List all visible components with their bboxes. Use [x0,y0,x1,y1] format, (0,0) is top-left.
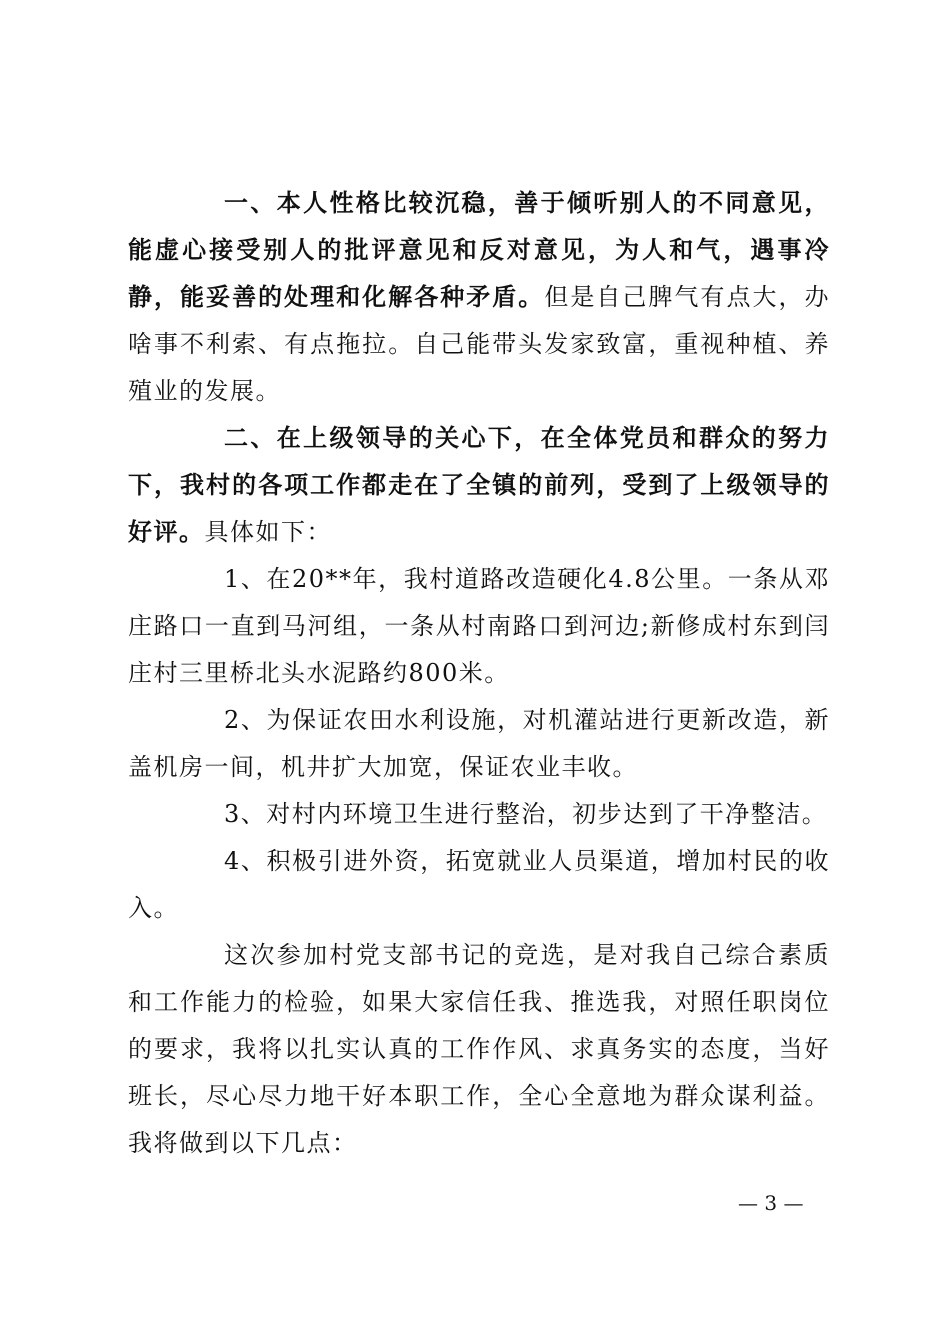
paragraph-achievements [128,415,830,556]
paragraph-achievements-bold: 二、在上级领导的关心下，在全体党员和群众的努力下，我村的各项工作都走在了全镇的前列，受到了上级领导的好评。 [128,424,830,546]
list-item: 3、对村内环境卫生进行整治，初步达到了干净整洁。 [224,800,828,828]
list-item: 2、为保证农田水利设施，对机灌站进行更新改造，新盖机房一间，机井扩大加宽，保证农业丰收。 [128,706,830,781]
paragraph-personality-bold: 一、本人性格比较沉稳，善于倾听别人的不同意见，能虚心接受别人的批评意见和反对意见，为人和气，遇事冷静，能妥善的处理和化解各种矛盾。 [128,189,830,311]
paragraph-closing: 这次参加村党支部书记的竞选，是对我自己综合素质和工作能力的检验，如果大家信任我、推选我，对照任职岗位的要求，我将以扎实认真的工作作风、求真务实的态度，当好班长，尽心尽力地干好本职工作，全心全意地为群众谋利益。我将做到以下几点： [128,941,830,1157]
list-item: 1、在20**年，我村道路改造硬化4.8公里。一条从邓庄路口一直到马河组，一条从村南路口到河边;新修成村东到闫庄村三里桥北头水泥路约800米。 [128,565,830,687]
paragraph-personality [128,180,830,415]
paragraph-achievements-text: 具体如下： [204,518,332,546]
paragraph-personality-text: 但是自己脾气有点大，办啥事不利索、有点拖拉。自己能带头发家致富，重视种植、养殖业的发展。 [128,283,831,405]
page-number: — 3 — [738,1191,804,1215]
document-body [128,180,830,1167]
list-item: 4、积极引进外资，拓宽就业人员渠道，增加村民的收入。 [128,847,830,922]
